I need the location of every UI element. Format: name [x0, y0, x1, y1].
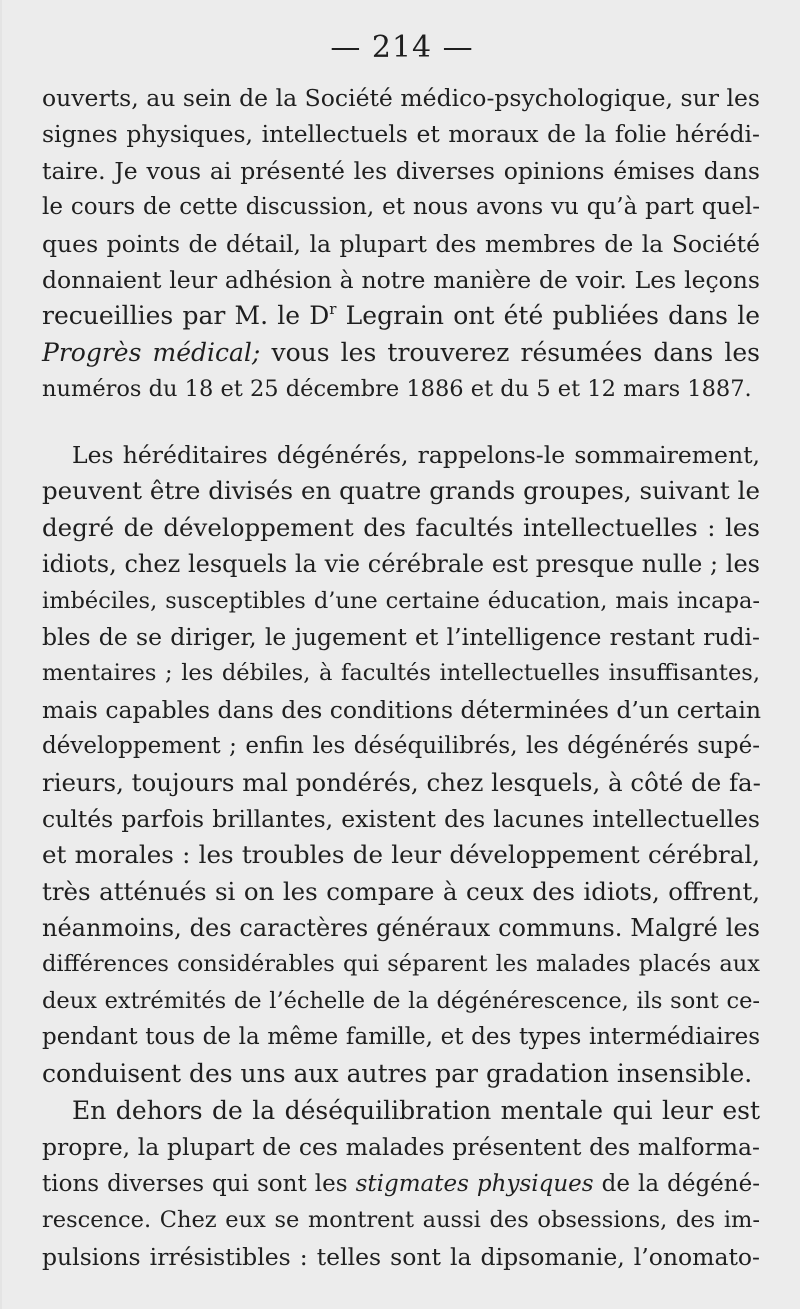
page-number: — 214 —: [330, 30, 474, 65]
paragraph-line: différences considérables qui séparent les malades placés aux: [42, 951, 760, 978]
paragraph-line: rescence. Chez eux se montrent aussi des obsessions, des im-: [42, 1207, 760, 1234]
paragraph-3: [42, 1093, 760, 1275]
paragraph-line: pendant tous de la même famille, et des types intermédiaires: [42, 1024, 760, 1051]
paragraph-line: [42, 298, 760, 334]
superscript-abbreviation: r: [329, 300, 337, 319]
paragraph-line: deux extrémités de l’échelle de la dégénérescence, ils sont ce-: [42, 987, 760, 1014]
paragraph-line: En dehors de la déséquilibration mentale qui leur est: [72, 1096, 760, 1125]
paragraph-line: mentaires ; les débiles, à facultés intellectuelles insuffisantes,: [42, 660, 760, 687]
paragraph-line: [42, 335, 760, 371]
paragraph-2: [42, 437, 760, 1092]
paragraph-line: rieurs, toujours mal pondérés, chez lesquels, à côté de fa-: [42, 767, 761, 797]
paragraph-line: ques points de détail, la plupart des membres de la Société: [42, 229, 760, 258]
line-text: recueillies par M. le D: [42, 301, 330, 331]
paragraph-line: très atténués si on les compare à ceux des idiots, offrent,: [42, 876, 760, 906]
paragraph-line: néanmoins, des caractères généraux communs. Malgré les: [42, 914, 760, 943]
paragraph-line: idiots, chez lesquels la vie cérébrale est presque nulle ; les: [42, 550, 760, 579]
paragraph-line: signes physiques, intellectuels et moraux de la folie hérédi-: [42, 120, 760, 149]
paragraph-line: cultés parfois brillantes, existent des lacunes intellectuelles: [42, 804, 760, 833]
paragraph-line: [42, 1166, 760, 1202]
paragraph-line: ouverts, au sein de la Société médico-psychologique, sur les: [42, 84, 760, 112]
paragraph-line: donnaient leur adhésion à notre manière de voir. Les leçons: [42, 265, 760, 294]
paragraph-line: imbéciles, susceptibles d’une certaine éducation, mais incapa-: [42, 587, 760, 614]
paragraph-line: degré de développement des facultés intellectuelles : les: [42, 512, 760, 542]
line-text: de la dégéné-: [593, 1170, 760, 1197]
paragraph-line: le cours de cette discussion, et nous avons vu qu’à part quel-: [42, 194, 760, 221]
paragraph-line: mais capables dans des conditions déterminées d’un certain: [42, 695, 762, 724]
line-text: vous les trouverez résumées dans les: [260, 337, 760, 367]
journal-title-italic: Progrès médical;: [42, 337, 261, 367]
italic-term: stigmates physiques: [355, 1170, 594, 1197]
paragraph-line: Les héréditaires dégénérés, rappelons-le sommairement,: [72, 441, 760, 469]
paragraph-line: et morales : les troubles de leur développement cérébral,: [42, 840, 760, 870]
paragraph-1: [42, 80, 760, 408]
line-text: Legrain ont été publiées dans le: [336, 301, 761, 331]
paragraph-line: développement ; enfin les déséquilibrés, les dégénérés supé-: [42, 733, 760, 760]
paragraph-line: bles de se diriger, le jugement et l’intelligence restant rudi-: [42, 622, 760, 651]
paragraph-line: peuvent être divisés en quatre grands groupes, suivant le: [42, 476, 760, 506]
paragraph-line: pulsions irrésistibles : telles sont la dipsomanie, l’onomato-: [42, 1242, 760, 1271]
line-text: tions diverses qui sont les: [42, 1170, 356, 1197]
paragraph-line: taire. Je vous ai présenté les diverses opinions émises dans: [42, 156, 760, 185]
paragraph-line: conduisent des uns aux autres par gradation insensible.: [42, 1058, 753, 1088]
paragraph-line: propre, la plupart de ces malades présentent des malforma-: [42, 1133, 760, 1162]
paragraph-line: numéros du 18 et 25 décembre 1886 et du 5 et 12 mars 1887.: [42, 376, 752, 403]
